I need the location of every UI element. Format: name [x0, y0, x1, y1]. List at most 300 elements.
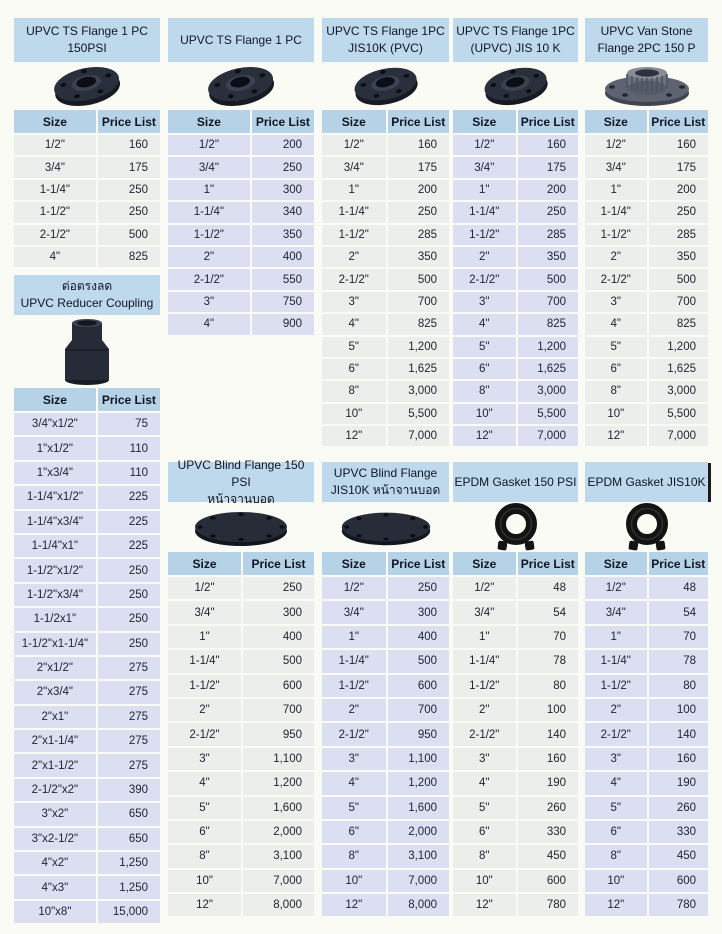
table-row — [322, 870, 449, 894]
price-cell: 500 — [518, 269, 579, 291]
price-cell: 160 — [518, 135, 579, 157]
size-cell: 10" — [322, 404, 388, 426]
size-cell: 8" — [585, 381, 649, 403]
size-cell: 1/2" — [168, 135, 252, 157]
table-row — [322, 247, 449, 269]
price-cell: 175 — [98, 157, 160, 179]
table-row — [14, 828, 160, 852]
table-row — [14, 559, 160, 583]
size-cell: 3" — [453, 292, 518, 314]
table-row — [168, 135, 314, 157]
price-cell: 600 — [649, 870, 709, 894]
size-cell: 1-1/2x1" — [14, 608, 98, 632]
size-cell: 3/4" — [322, 157, 388, 179]
price-cell: 330 — [649, 821, 709, 845]
table-row — [585, 577, 708, 601]
size-cell: 5" — [453, 797, 518, 821]
price-table — [453, 552, 578, 918]
table-row — [585, 292, 708, 314]
price-cell: 225 — [98, 486, 160, 510]
table-row — [14, 486, 160, 510]
product-card-blind-flange-150psi — [168, 457, 314, 918]
table-row — [322, 225, 449, 247]
ts-flange-photo — [14, 62, 160, 110]
size-cell: 2"x1" — [14, 706, 98, 730]
price-cell: 160 — [388, 135, 450, 157]
product-title-line2: JIS10K (PVC) — [348, 41, 423, 55]
size-cell: 10" — [168, 870, 243, 894]
table-row — [453, 381, 578, 403]
size-cell: 2" — [168, 699, 243, 723]
table-row — [322, 626, 449, 650]
size-cell: 5" — [322, 337, 388, 359]
size-cell: 10" — [585, 404, 649, 426]
product-title-line1: UPVC Van Stone — [600, 24, 693, 38]
size-cell: 3" — [585, 292, 649, 314]
column-header-size: Size — [14, 388, 98, 413]
size-cell: 4" — [14, 247, 98, 269]
table-row — [322, 337, 449, 359]
price-cell: 70 — [649, 626, 709, 650]
price-cell: 160 — [98, 135, 160, 157]
product-title — [585, 462, 708, 502]
table-row — [453, 772, 578, 796]
table-row — [14, 180, 160, 202]
size-cell: 3/4" — [168, 157, 252, 179]
table-row — [14, 511, 160, 535]
size-cell: 1-1/4"x1" — [14, 535, 98, 559]
price-cell: 160 — [649, 748, 709, 772]
size-cell: 8" — [585, 845, 649, 869]
price-cell: 1,250 — [98, 876, 160, 900]
column-header-price: Price List — [243, 552, 314, 577]
table-row — [14, 876, 160, 900]
size-cell: 4"x2" — [14, 852, 98, 876]
column-header-price: Price List — [98, 388, 160, 413]
price-cell: 78 — [649, 650, 709, 674]
size-cell: 10"x8" — [14, 901, 98, 925]
table-row — [14, 608, 160, 632]
product-card-epdm-gasket-jis10k — [585, 462, 708, 918]
table-row — [453, 180, 578, 202]
size-cell: 12" — [585, 894, 649, 918]
table-row — [453, 135, 578, 157]
product-title — [14, 275, 160, 315]
table-row — [14, 462, 160, 486]
table-row — [168, 269, 314, 291]
price-table — [322, 552, 449, 918]
price-cell: 950 — [243, 723, 314, 747]
table-row — [453, 699, 578, 723]
price-table — [168, 110, 314, 337]
price-cell: 225 — [98, 511, 160, 535]
size-cell: 2-1/2" — [168, 723, 243, 747]
size-cell: 1-1/2" — [585, 675, 649, 699]
size-cell: 6" — [585, 359, 649, 381]
price-cell: 5,500 — [649, 404, 709, 426]
price-cell: 250 — [98, 202, 160, 224]
size-cell: 2" — [322, 247, 388, 269]
table-row — [168, 180, 314, 202]
price-cell: 275 — [98, 681, 160, 705]
product-title-line1: UPVC TS Flange 1 PC — [26, 24, 148, 38]
price-cell: 1,100 — [243, 748, 314, 772]
size-cell: 3/4" — [14, 157, 98, 179]
size-cell: 1-1/4" — [585, 650, 649, 674]
ts-flange-photo — [168, 62, 314, 110]
size-cell: 5" — [453, 337, 518, 359]
price-cell: 500 — [388, 650, 450, 674]
size-cell: 1-1/4" — [453, 650, 518, 674]
table-row — [322, 601, 449, 625]
size-cell: 3/4" — [585, 157, 649, 179]
size-cell: 2-1/2" — [322, 269, 388, 291]
price-cell: 700 — [518, 292, 579, 314]
price-cell: 175 — [518, 157, 579, 179]
product-card-blind-flange-jis10k — [322, 462, 449, 918]
table-row — [14, 135, 160, 157]
size-cell: 3" — [168, 292, 252, 314]
table-row — [322, 845, 449, 869]
size-cell: 4" — [453, 314, 518, 336]
price-cell: 1,625 — [388, 359, 450, 381]
size-cell: 6" — [453, 359, 518, 381]
size-cell: 3/4"x1/2" — [14, 413, 98, 437]
table-row — [453, 821, 578, 845]
product-card-epdm-gasket-150psi — [453, 462, 578, 918]
size-cell: 8" — [168, 845, 243, 869]
size-cell: 1-1/2" — [14, 202, 98, 224]
price-cell: 650 — [98, 828, 160, 852]
size-cell: 2-1/2" — [453, 269, 518, 291]
price-cell: 250 — [98, 559, 160, 583]
price-table — [168, 552, 314, 918]
table-row — [168, 225, 314, 247]
price-cell: 900 — [252, 314, 314, 336]
price-cell: 250 — [388, 577, 450, 601]
size-cell: 1" — [585, 626, 649, 650]
column-header-price: Price List — [252, 110, 314, 135]
table-row — [453, 247, 578, 269]
size-cell: 3/4" — [453, 157, 518, 179]
price-cell: 200 — [388, 180, 450, 202]
table-row — [585, 269, 708, 291]
size-cell: 1-1/2"x1/2" — [14, 559, 98, 583]
price-cell: 140 — [649, 723, 709, 747]
table-row — [585, 894, 708, 918]
product-title-line2: 150PSI — [67, 41, 107, 55]
size-cell: 1-1/2"x3/4" — [14, 584, 98, 608]
price-table — [14, 110, 160, 269]
table-row — [585, 314, 708, 336]
ts-flange-photo — [453, 62, 578, 110]
table-row — [585, 845, 708, 869]
product-card-ts-flange-1pc — [168, 18, 314, 337]
table-row — [585, 404, 708, 426]
price-cell: 400 — [252, 247, 314, 269]
reducer-coupling-photo — [14, 315, 160, 388]
size-cell: 8" — [322, 845, 388, 869]
size-cell: 1/2" — [168, 577, 243, 601]
table-row — [14, 157, 160, 179]
size-cell: 1/2" — [14, 135, 98, 157]
table-row — [14, 225, 160, 247]
price-cell: 8,000 — [243, 894, 314, 918]
price-cell: 275 — [98, 730, 160, 754]
table-row — [14, 247, 160, 269]
table-row — [322, 650, 449, 674]
size-cell: 1" — [453, 180, 518, 202]
size-cell: 1"x1/2" — [14, 437, 98, 461]
size-cell: 1" — [168, 180, 252, 202]
table-row — [14, 437, 160, 461]
price-cell: 175 — [649, 157, 709, 179]
price-cell: 100 — [518, 699, 579, 723]
product-card-van-stone-flange — [585, 18, 708, 448]
size-cell: 8" — [453, 381, 518, 403]
table-row — [168, 292, 314, 314]
size-cell: 2" — [585, 247, 649, 269]
size-cell: 6" — [322, 821, 388, 845]
size-cell: 8" — [322, 381, 388, 403]
table-row — [322, 381, 449, 403]
price-cell: 5,500 — [518, 404, 579, 426]
price-cell: 54 — [649, 601, 709, 625]
table-row — [322, 821, 449, 845]
table-row — [453, 337, 578, 359]
table-row — [168, 772, 314, 796]
column-header-size: Size — [168, 552, 243, 577]
size-cell: 12" — [585, 426, 649, 448]
table-row — [168, 723, 314, 747]
size-cell: 3"x2" — [14, 803, 98, 827]
price-cell: 140 — [518, 723, 579, 747]
price-cell: 250 — [649, 202, 709, 224]
price-cell: 825 — [388, 314, 450, 336]
size-cell: 12" — [322, 426, 388, 448]
size-cell: 2-1/2"x2" — [14, 779, 98, 803]
size-cell: 2" — [168, 247, 252, 269]
size-cell: 1-1/2" — [585, 225, 649, 247]
size-cell: 3" — [453, 748, 518, 772]
price-cell: 200 — [252, 135, 314, 157]
price-cell: 2,000 — [388, 821, 450, 845]
table-row — [168, 157, 314, 179]
price-cell: 7,000 — [518, 426, 579, 448]
table-row — [322, 269, 449, 291]
price-cell: 3,100 — [243, 845, 314, 869]
size-cell: 4" — [585, 314, 649, 336]
size-cell: 1-1/2" — [168, 225, 252, 247]
price-cell: 275 — [98, 706, 160, 730]
column-header-price: Price List — [649, 552, 709, 577]
size-cell: 4" — [585, 772, 649, 796]
price-table — [585, 552, 708, 918]
price-cell: 1,625 — [649, 359, 709, 381]
price-cell: 350 — [388, 247, 450, 269]
price-cell: 600 — [388, 675, 450, 699]
price-cell: 7,000 — [388, 870, 450, 894]
size-cell: 12" — [322, 894, 388, 918]
table-row — [585, 723, 708, 747]
table-row — [585, 601, 708, 625]
product-title — [14, 18, 160, 62]
table-row — [585, 821, 708, 845]
column-header-price: Price List — [518, 110, 579, 135]
size-cell: 1-1/4"x3/4" — [14, 511, 98, 535]
price-cell: 600 — [518, 870, 579, 894]
table-row — [322, 577, 449, 601]
table-row — [14, 633, 160, 657]
table-row — [322, 314, 449, 336]
price-cell: 160 — [649, 135, 709, 157]
column-header-size: Size — [453, 110, 518, 135]
price-cell: 350 — [518, 247, 579, 269]
size-cell: 3" — [168, 748, 243, 772]
price-cell: 285 — [649, 225, 709, 247]
price-cell: 350 — [252, 225, 314, 247]
table-row — [585, 748, 708, 772]
size-cell: 5" — [168, 797, 243, 821]
size-cell: 6" — [453, 821, 518, 845]
size-cell: 1" — [322, 180, 388, 202]
size-cell: 1-1/4" — [14, 180, 98, 202]
table-row — [322, 157, 449, 179]
column-header-size: Size — [585, 110, 649, 135]
product-title — [585, 18, 708, 62]
table-row — [585, 359, 708, 381]
column-header-price: Price List — [98, 110, 160, 135]
column-header-size: Size — [322, 110, 388, 135]
table-row — [322, 180, 449, 202]
product-card-upvc-jis-10k — [453, 18, 578, 448]
table-row — [322, 359, 449, 381]
size-cell: 1/2" — [453, 577, 518, 601]
table-row — [322, 292, 449, 314]
table-row — [585, 426, 708, 448]
size-cell: 4" — [453, 772, 518, 796]
product-title-line2: Flange 2PC 150 P — [597, 41, 696, 55]
price-cell: 500 — [243, 650, 314, 674]
table-row — [14, 202, 160, 224]
table-row — [585, 772, 708, 796]
table-row — [585, 180, 708, 202]
table-row — [14, 413, 160, 437]
size-cell: 4"x3" — [14, 876, 98, 900]
size-cell: 3/4" — [453, 601, 518, 625]
table-row — [585, 626, 708, 650]
column-header-size: Size — [585, 552, 649, 577]
size-cell: 1/2" — [585, 577, 649, 601]
table-row — [585, 157, 708, 179]
size-cell: 3" — [585, 748, 649, 772]
price-cell: 190 — [649, 772, 709, 796]
product-title — [453, 462, 578, 502]
price-cell: 340 — [252, 202, 314, 224]
size-cell: 3"x2-1/2" — [14, 828, 98, 852]
size-cell: 1"x3/4" — [14, 462, 98, 486]
ts-flange-photo — [322, 62, 449, 110]
table-row — [322, 426, 449, 448]
table-row — [168, 626, 314, 650]
table-row — [453, 314, 578, 336]
price-cell: 3,000 — [518, 381, 579, 403]
price-cell: 250 — [252, 157, 314, 179]
size-cell: 1" — [585, 180, 649, 202]
product-card-ts-flange-jis10k-pvc — [322, 18, 449, 448]
size-cell: 2"x1-1/2" — [14, 754, 98, 778]
column-header-size: Size — [14, 110, 98, 135]
size-cell: 1-1/2"x1-1/4" — [14, 633, 98, 657]
gasket-photo — [585, 502, 708, 552]
price-cell: 950 — [388, 723, 450, 747]
size-cell: 5" — [585, 337, 649, 359]
price-cell: 260 — [649, 797, 709, 821]
table-row — [453, 650, 578, 674]
size-cell: 1-1/2" — [322, 225, 388, 247]
price-cell: 2,000 — [243, 821, 314, 845]
table-row — [14, 852, 160, 876]
table-row — [322, 772, 449, 796]
product-title-line1: ต่อตรงลด — [61, 279, 113, 293]
size-cell: 10" — [453, 870, 518, 894]
price-cell: 54 — [518, 601, 579, 625]
price-cell: 250 — [98, 180, 160, 202]
table-row — [453, 601, 578, 625]
size-cell: 6" — [168, 821, 243, 845]
price-cell: 3,100 — [388, 845, 450, 869]
price-cell: 7,000 — [243, 870, 314, 894]
price-cell: 15,000 — [98, 901, 160, 925]
column-header-size: Size — [168, 110, 252, 135]
table-row — [322, 699, 449, 723]
table-row — [453, 426, 578, 448]
product-title-line2: JIS10K หน้าจานบอด — [330, 483, 441, 497]
price-cell: 1,250 — [98, 852, 160, 876]
price-cell: 250 — [243, 577, 314, 601]
table-row — [168, 601, 314, 625]
size-cell: 8" — [453, 845, 518, 869]
size-cell: 3/4" — [322, 601, 388, 625]
price-cell: 225 — [98, 535, 160, 559]
table-row — [453, 626, 578, 650]
size-cell: 2"x1/2" — [14, 657, 98, 681]
price-cell: 400 — [243, 626, 314, 650]
price-cell: 1,600 — [388, 797, 450, 821]
price-table — [585, 110, 708, 448]
table-row — [168, 247, 314, 269]
price-cell: 300 — [243, 601, 314, 625]
product-title — [322, 18, 449, 62]
size-cell: 10" — [322, 870, 388, 894]
size-cell: 2" — [585, 699, 649, 723]
column-header-price: Price List — [649, 110, 709, 135]
column-header-size: Size — [322, 552, 388, 577]
price-cell: 1,200 — [243, 772, 314, 796]
price-cell: 275 — [98, 657, 160, 681]
table-row — [585, 202, 708, 224]
size-cell: 4" — [168, 772, 243, 796]
size-cell: 1-1/4" — [585, 202, 649, 224]
price-cell: 160 — [518, 748, 579, 772]
size-cell: 1" — [168, 626, 243, 650]
product-card-reducer-coupling — [14, 275, 160, 925]
price-cell: 110 — [98, 462, 160, 486]
size-cell: 1/2" — [585, 135, 649, 157]
price-cell: 7,000 — [649, 426, 709, 448]
size-cell: 1-1/2" — [322, 675, 388, 699]
price-cell: 1,200 — [518, 337, 579, 359]
